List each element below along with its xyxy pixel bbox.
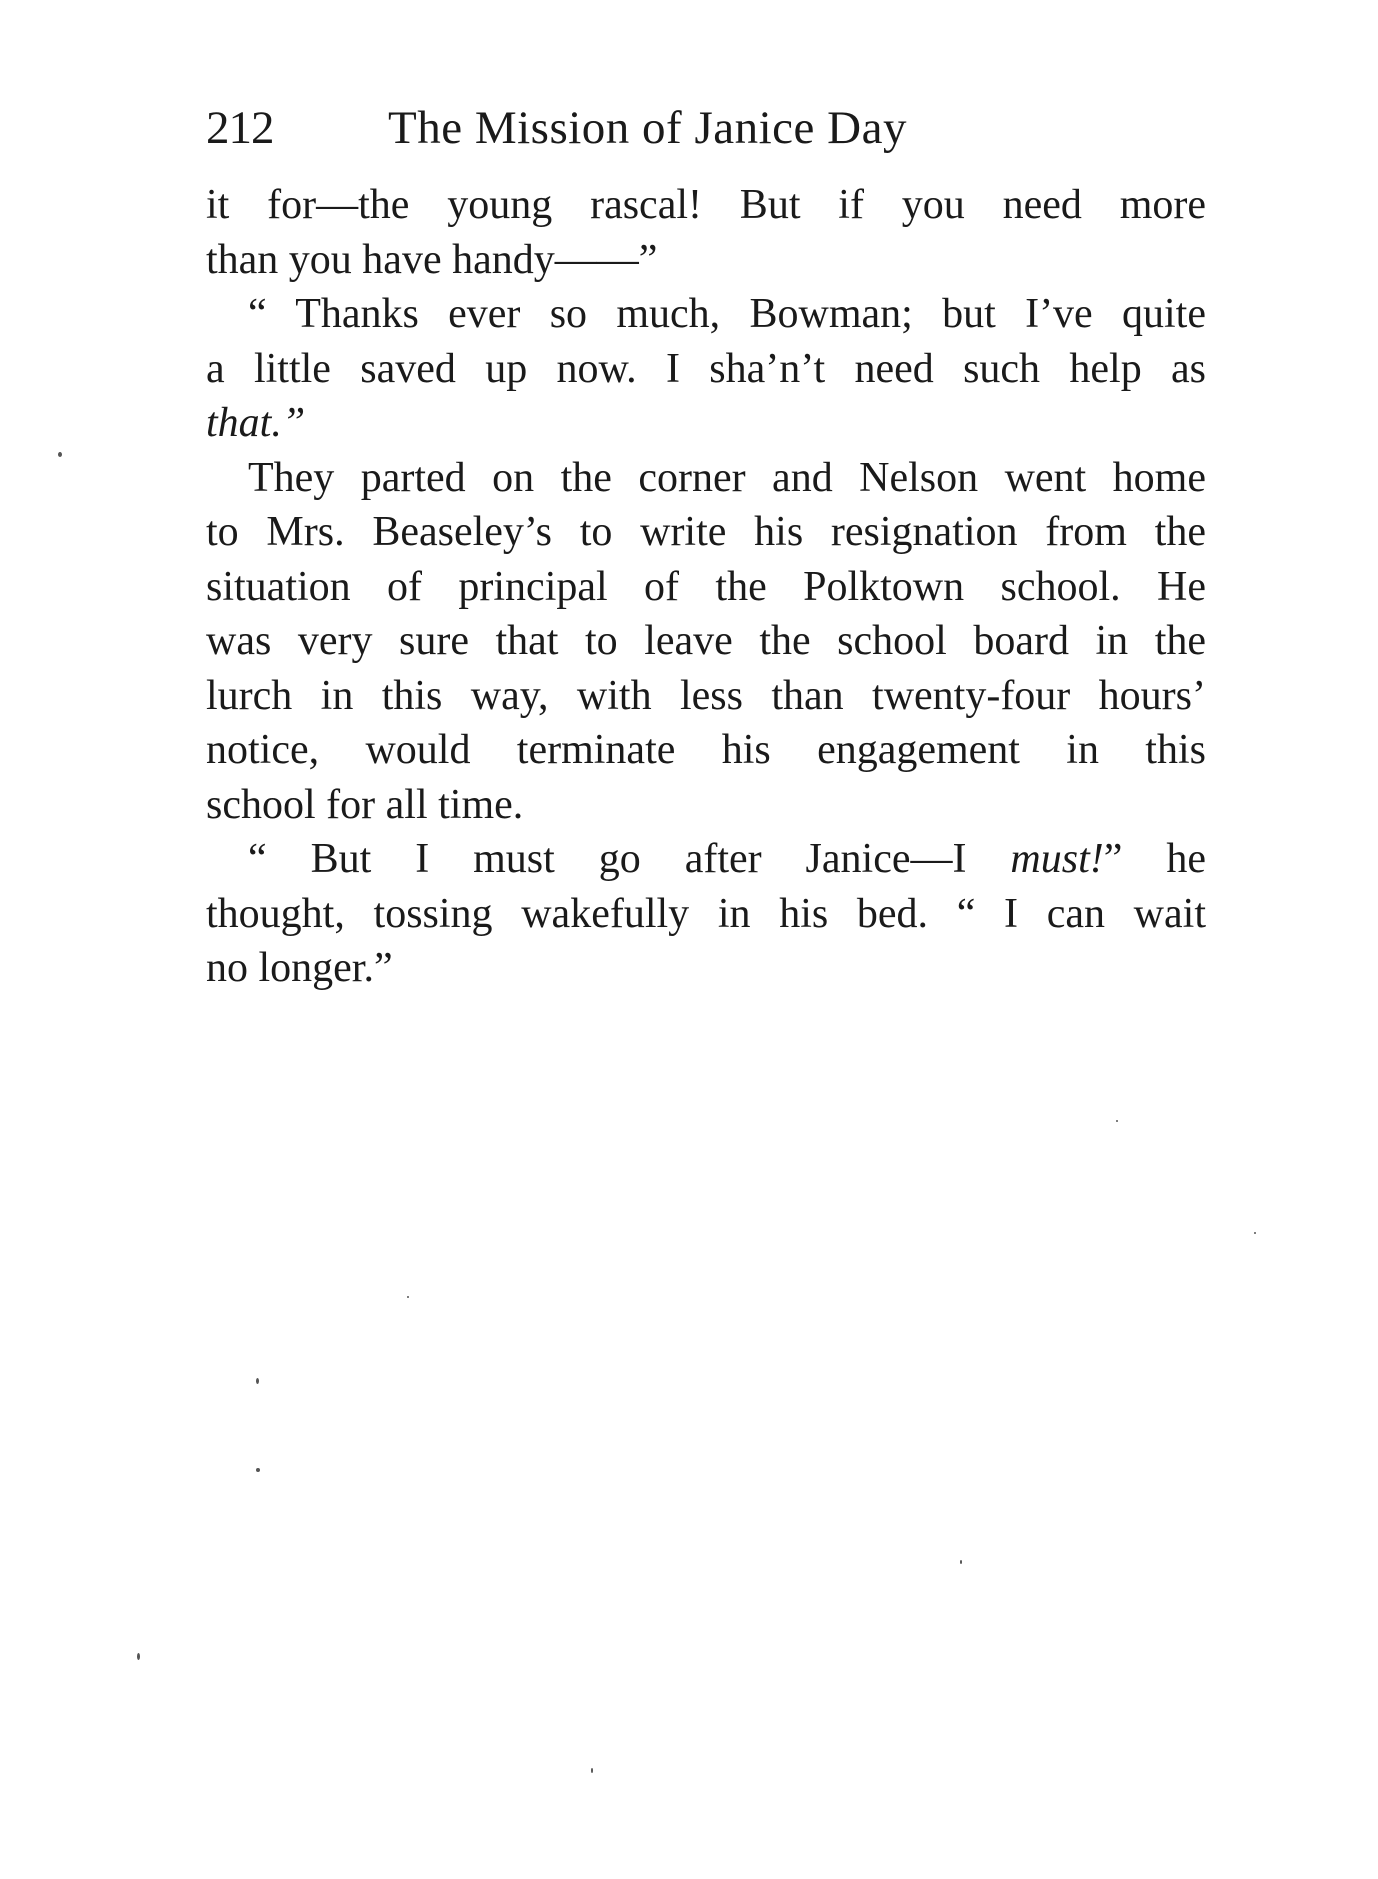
page-number: 212: [206, 102, 274, 154]
scan-speck: [58, 452, 62, 457]
scan-speck: [256, 1378, 259, 1384]
text-segment: ” he: [1103, 836, 1206, 882]
scan-speck: [137, 1653, 140, 1660]
scan-speck: [1116, 1120, 1118, 1122]
text-line: a little saved up now. I sha’n’t need such help as: [206, 345, 1206, 392]
text-line: notice, would terminate his engagement in this: [206, 727, 1206, 773]
running-title: The Mission of Janice Day: [388, 102, 907, 154]
text-line: [206, 396, 1206, 451]
scan-speck: [407, 1296, 409, 1298]
scan-speck: [591, 1768, 593, 1773]
scan-speck: [256, 1468, 260, 1472]
text-line: [206, 832, 1206, 887]
body-text: [206, 178, 1206, 996]
text-line: “ Thanks ever so much, Bowman; but I’ve quite: [248, 291, 1206, 337]
text-line: was very sure that to leave the school board in the: [206, 618, 1206, 664]
text-line: no longer.”: [206, 945, 393, 991]
text-line: thought, tossing wakefully in his bed. “ I can wait: [206, 890, 1206, 937]
text-line: lurch in this way, with less than twenty-four hours’: [206, 672, 1206, 719]
text-line: They parted on the corner and Nelson went home: [248, 454, 1206, 501]
text-segment: “ But I must go after Janice—I: [248, 836, 1011, 882]
scan-speck: [960, 1560, 962, 1564]
page-header: [206, 98, 1206, 158]
emphasized-word: must!: [1010, 836, 1104, 882]
text-line: situation of principal of the Polktown school. He: [206, 563, 1206, 610]
text-line: school for all time.: [206, 781, 524, 828]
text-line: to Mrs. Beaseley’s to write his resignation from the: [206, 509, 1206, 555]
text-line: than you have handy——”: [206, 236, 658, 283]
scan-speck: [1254, 1232, 1256, 1234]
text-line: it for—the young rascal! But if you need more: [206, 182, 1206, 228]
emphasized-word: that.”: [206, 400, 306, 446]
